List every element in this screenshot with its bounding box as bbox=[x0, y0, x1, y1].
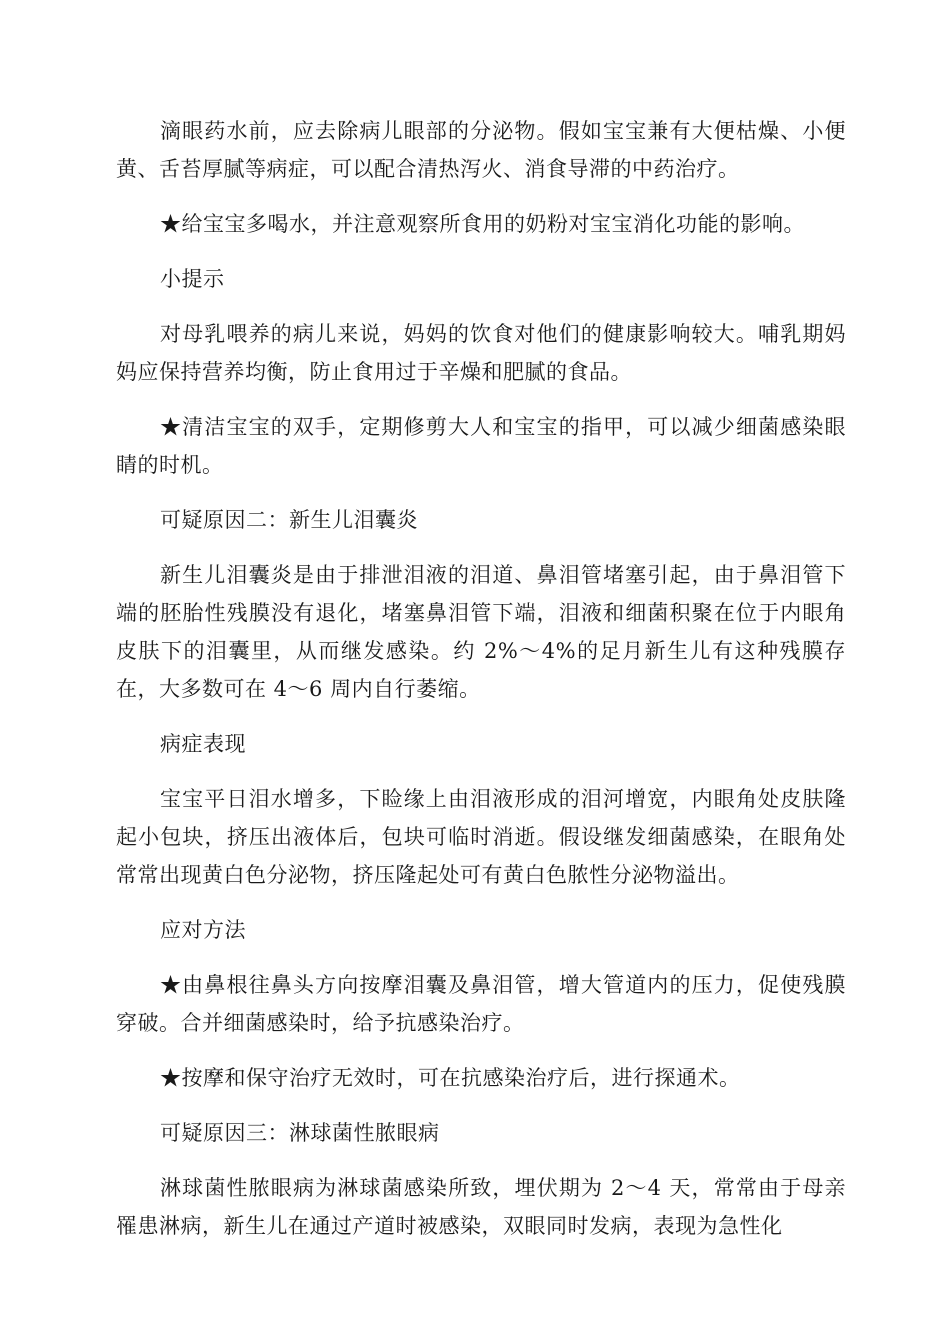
heading-symptoms: 病症表现 bbox=[160, 732, 246, 756]
paragraph-massage-tip: ★由鼻根往鼻头方向按摩泪囊及鼻泪管，增大管道内的压力，促使残膜穿破。合并细菌感染时，给予抗感染治疗。 bbox=[116, 973, 846, 1035]
paragraph-dacryocystitis: 新生儿泪囊炎是由于排泄泪液的泪道、鼻泪管堵塞引起，由于鼻泪管下端的胚胎性残膜没有退化，堵塞鼻泪管下端，泪液和细菌积聚在位于内眼角皮肤下的泪囊里，从而继发感染。约 2%～4%的足月新生儿有这种残膜存在，大多数可在 4～6 周内自行萎缩。 bbox=[116, 563, 846, 701]
paragraph-probing-tip: ★按摩和保守治疗无效时，可在抗感染治疗后，进行探通术。 bbox=[160, 1066, 741, 1090]
heading-tips: 小提示 bbox=[160, 267, 225, 291]
paragraph-gonococcal: 淋球菌性脓眼病为淋球菌感染所致，埋伏期为 2～4 天，常常由于母亲罹患淋病，新生儿在通过产道时被感染，双眼同时发病，表现为急性化 bbox=[116, 1176, 846, 1238]
paragraph-eye-drops: 滴眼药水前，应去除病儿眼部的分泌物。假如宝宝兼有大便枯燥、小便黄、舌苔厚腻等病症，可以配合清热泻火、消食导滞的中药治疗。 bbox=[116, 119, 846, 181]
paragraph-drink-water-tip: ★给宝宝多喝水，并注意观察所食用的奶粉对宝宝消化功能的影响。 bbox=[160, 212, 805, 236]
paragraph-breastfeeding: 对母乳喂养的病儿来说，妈妈的饮食对他们的健康影响较大。哺乳期妈妈应保持营养均衡，防止食用过于辛燥和肥腻的食品。 bbox=[116, 322, 846, 384]
paragraph-clean-hands-tip: ★清洁宝宝的双手，定期修剪大人和宝宝的指甲，可以减少细菌感染眼睛的时机。 bbox=[116, 415, 846, 477]
heading-cause-two: 可疑原因二：新生儿泪囊炎 bbox=[160, 508, 418, 532]
heading-cause-three: 可疑原因三：淋球菌性脓眼病 bbox=[160, 1121, 440, 1145]
document-page bbox=[116, 112, 846, 1262]
heading-remedies: 应对方法 bbox=[160, 918, 246, 942]
paragraph-symptoms: 宝宝平日泪水增多，下睑缘上由泪液形成的泪河增宽，内眼角处皮肤隆起小包块，挤压出液体后，包块可临时消逝。假设继发细菌感染，在眼角处常常出现黄白色分泌物，挤压隆起处可有黄白色脓性分泌物溢出。 bbox=[116, 787, 846, 887]
